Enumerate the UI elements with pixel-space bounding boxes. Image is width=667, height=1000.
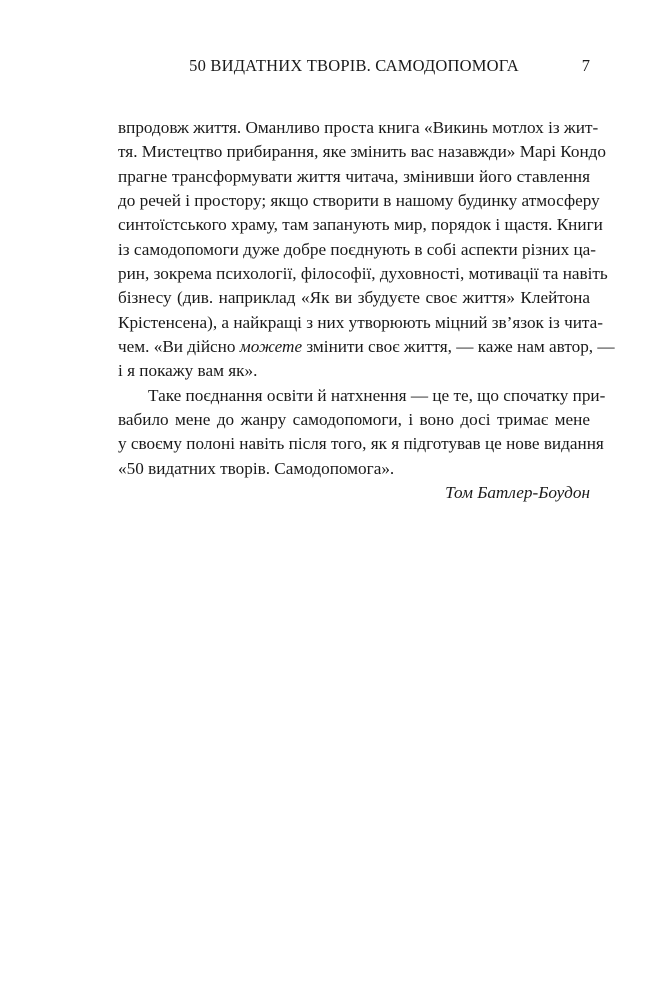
quote-text: змінити своє життя, — каже нам автор, — bbox=[302, 337, 615, 357]
quote-text: чем. «Ви дійсно bbox=[118, 337, 240, 357]
author-signature: Том Батлер-Боудон bbox=[445, 483, 590, 503]
quote-line bbox=[118, 335, 615, 359]
page-body bbox=[118, 116, 615, 506]
page-header bbox=[118, 56, 590, 80]
running-title: 50 ВИДАТНИХ ТВОРІВ. САМОДОПОМОГА bbox=[189, 56, 519, 75]
text-line: впродовж життя. Оманливо проста книга «Викинь мотлох із жит- bbox=[118, 118, 599, 137]
text-line: із самодопомоги дуже добре поєднують в собі аспекти різних ца- bbox=[118, 239, 597, 259]
text-line: і я покажу вам як». bbox=[118, 361, 258, 381]
text-line: тя. Мистецтво прибирання, яке змінить вас назавжди» Марі Кондо bbox=[118, 142, 607, 162]
emphasis: можете bbox=[239, 337, 303, 357]
page-number: 7 bbox=[581, 56, 590, 75]
text-line: до речей і простору; якщо створити в нашому будинку атмосферу bbox=[118, 191, 600, 211]
text-line: Таке поєднання освіти й натхнення — це те, що спочатку при- bbox=[148, 385, 606, 405]
text-line: синтоїстського храму, там запанують мир, порядок і щастя. Книги bbox=[118, 215, 603, 235]
text-line: бізнесу (див. наприклад «Як ви збудуєте своє життя» Клейтона bbox=[118, 288, 590, 308]
text-line: «50 видатних творів. Самодопомога». bbox=[118, 458, 395, 478]
text-line: рин, зокрема психології, філософії, духовності, мотивації та навіть bbox=[118, 264, 608, 284]
text-line: прагне трансформувати життя читача, змінивши його ставлення bbox=[118, 166, 590, 186]
text-line: вабило мене до жанру самодопомоги, і воно досі тримає мене bbox=[118, 410, 590, 430]
text-line: Крістенсена), а найкращі з них утворюють міцний зв’язок із чита- bbox=[118, 312, 603, 332]
text-line: у своєму полоні навіть після того, як я підготував це нове видання bbox=[118, 434, 604, 454]
